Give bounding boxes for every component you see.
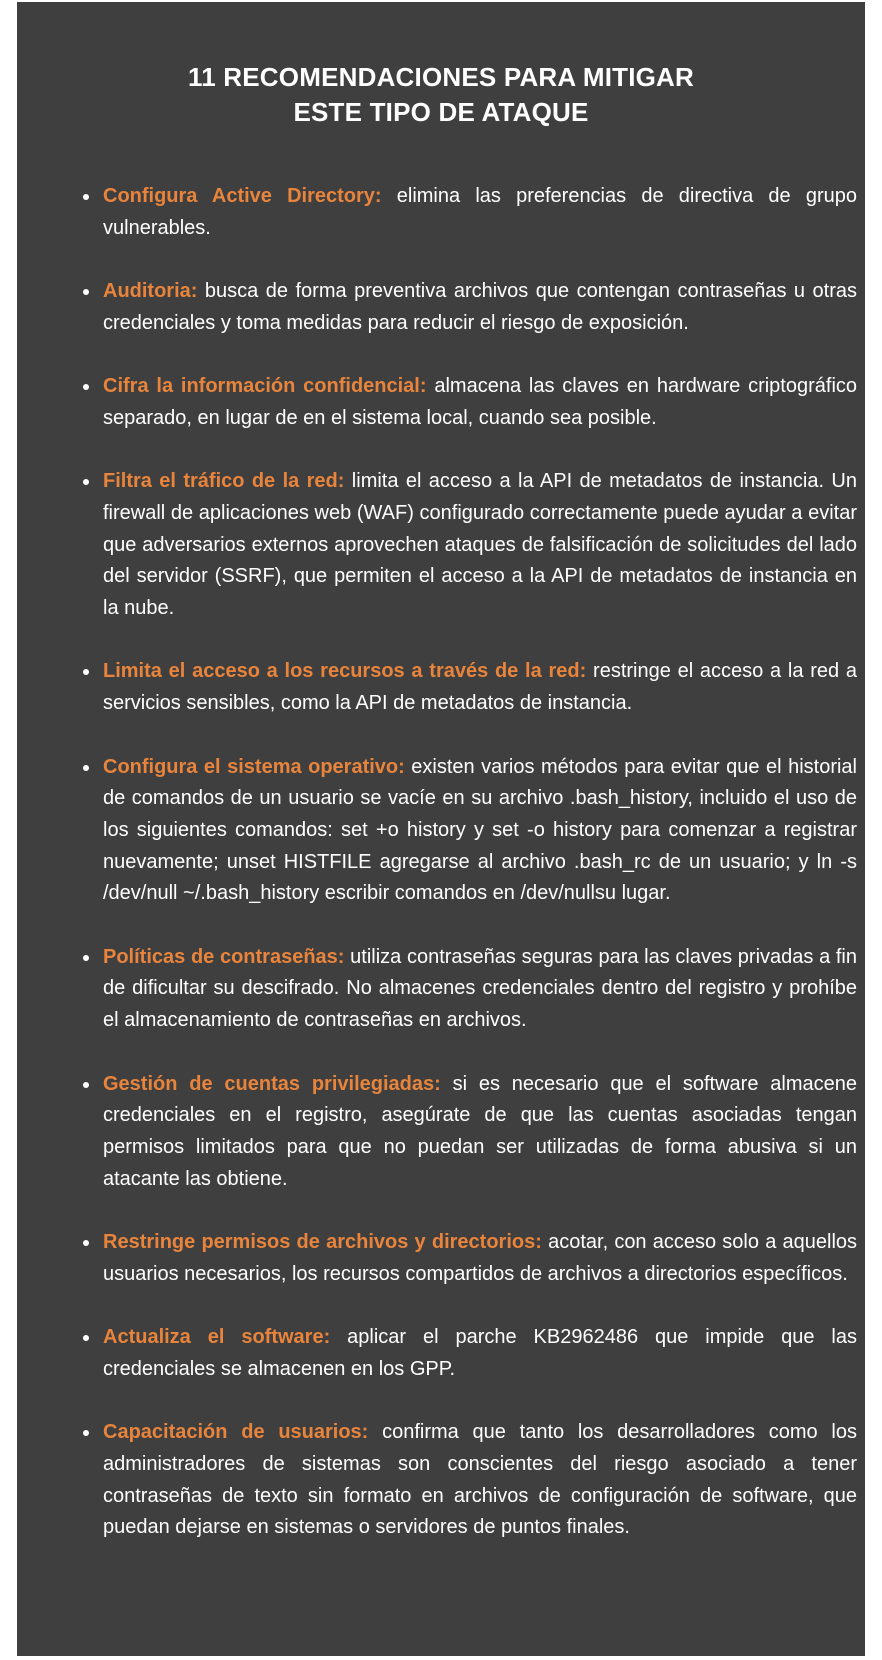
bullet-icon [83, 384, 89, 390]
item-heading: Cifra la información confidencial: [103, 375, 427, 398]
list-item [103, 752, 857, 911]
item-text: si es necesario que el software almacene credenciales en el registro, asegúrate de que las cuentas asociadas tengan permisos limitados para que no puedan ser utilizadas de forma abusiva si un atacante las obtiene. [103, 1072, 858, 1190]
item-heading: Restringe permisos de archivos y directorios: [103, 1231, 542, 1254]
list-item [103, 181, 857, 244]
recommendation-list [103, 181, 857, 1544]
item-text: utiliza contraseñas seguras para las claves privadas a fin de dificultar su descifrado. No almacenes credenciales dentro del registro y prohíbe el almacenamiento de contraseñas en archivos. [103, 945, 857, 1032]
title-line-2: ESTE TIPO DE ATAQUE [293, 97, 589, 127]
list-item [103, 656, 857, 719]
bullet-icon [83, 1430, 89, 1436]
bullet-icon [83, 955, 89, 961]
item-text: busca de forma preventiva archivos que contengan contraseñas u otras credenciales y toma medidas para reducir el riesgo de exposición. [103, 280, 857, 334]
item-heading: Capacitación de usuarios: [103, 1421, 369, 1444]
list-item [103, 942, 857, 1037]
list-item [103, 1322, 857, 1385]
item-heading: Configura el sistema operativo: [103, 755, 405, 778]
list-item [103, 1069, 857, 1196]
bullet-icon [83, 1240, 89, 1246]
title-line-1: 11 RECOMENDACIONES PARA MITIGAR [187, 62, 695, 92]
list-item [103, 1417, 857, 1544]
item-heading: Políticas de contraseñas: [103, 945, 345, 968]
list-item [103, 1227, 857, 1290]
list-item [103, 276, 857, 339]
item-text: restringe el acceso a la red a servicios sensibles, como la API de metadatos de instancia. [103, 660, 857, 715]
item-text: aplicar el parche KB2962486 que impide que las credenciales se almacenen en los GPP. [103, 1326, 857, 1380]
bullet-icon [83, 1335, 89, 1341]
item-heading: Actualiza el software: [103, 1326, 331, 1349]
item-heading: Filtra el tráfico de la red: [103, 470, 345, 493]
item-heading: Limita el acceso a los recursos a través de la red: [103, 660, 587, 683]
item-text: elimina las preferencias de directiva de grupo vulnerables. [103, 185, 857, 239]
content-panel [17, 2, 865, 1656]
item-heading: Configura Active Directory: [103, 185, 382, 207]
list-item [103, 371, 857, 434]
page-title [17, 60, 865, 130]
bullet-icon [83, 194, 89, 200]
item-heading: Gestión de cuentas privilegiadas: [103, 1072, 441, 1095]
item-heading: Auditoria: [103, 280, 198, 303]
list-item [103, 466, 857, 625]
bullet-icon [83, 1082, 89, 1088]
item-text: acotar, con acceso solo a aquellos usuarios necesarios, los recursos compartidos de archivos a directorios específicos. [103, 1231, 858, 1285]
item-text: almacena las claves en hardware criptográfico separado, en lugar de en el sistema local, cuando sea posible. [103, 375, 858, 429]
item-text: existen varios métodos para evitar que el historial de comandos de un usuario se vacíe en su archivo .bash_history, incluido el uso de los siguientes comandos: set +o history y set -o history para comenzar a registrar nuevamente; unset HISTFILE agregarse al archivo .bash_rc de un usuario; y ln -s /dev/null ~/.bash_history escribir comandos en /dev/nullsu lugar. [103, 755, 857, 905]
bullet-icon [83, 669, 89, 675]
item-text: limita el acceso a la API de metadatos de instancia. Un firewall de aplicaciones web (WAF) configurado correctamente puede ayudar a evitar que adversarios externos aprovechen ataques de falsificación de solicitudes del lado del servidor (SSRF), que permiten el acceso a la API de metadatos de instancia en la nube. [103, 470, 857, 620]
bullet-icon [83, 289, 89, 295]
bullet-icon [83, 765, 89, 771]
item-text: confirma que tanto los desarrolladores como los administradores de sistemas son conscientes del riesgo asociado a tener contraseñas de texto sin formato en archivos de configuración de software, que puedan dejarse en sistemas o servidores de puntos finales. [103, 1421, 857, 1539]
bullet-icon [83, 479, 89, 485]
